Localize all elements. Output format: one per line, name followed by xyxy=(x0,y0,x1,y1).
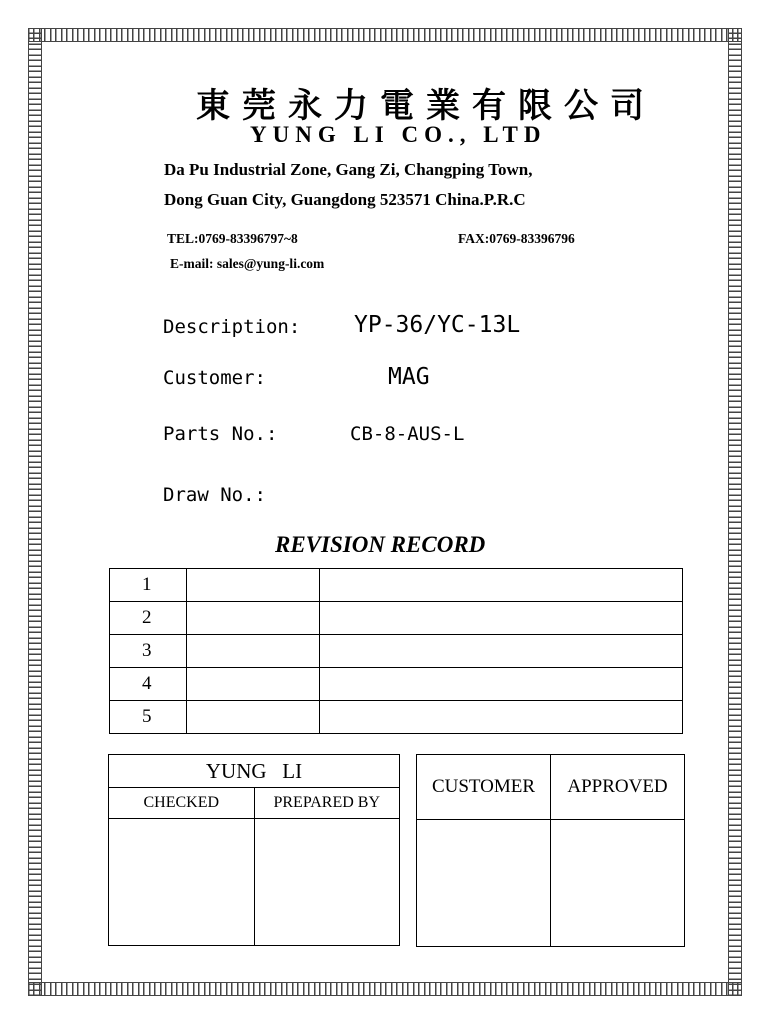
address-line-1: Da Pu Industrial Zone, Gang Zi, Changping Town, xyxy=(164,160,533,179)
table-row xyxy=(110,569,683,602)
customer-approval-table xyxy=(416,754,685,947)
checked-signature-box xyxy=(109,819,255,946)
email: E-mail: sales@yung-li.com xyxy=(170,256,325,271)
right-border-decoration xyxy=(728,28,742,996)
customer-header: CUSTOMER xyxy=(417,755,551,820)
parts-number-label: Parts No.: xyxy=(163,423,278,445)
revision-number: 2 xyxy=(110,602,187,635)
revision-cell xyxy=(187,635,320,668)
table-row xyxy=(110,635,683,668)
revision-number: 4 xyxy=(110,668,187,701)
parts-number-value: CB-8-AUS-L xyxy=(350,423,465,445)
approved-signature-box xyxy=(551,820,685,947)
fax: FAX:0769-83396796 xyxy=(458,231,575,246)
customer-signature-box xyxy=(417,820,551,947)
address-line-2: Dong Guan City, Guangdong 523571 China.P.R.C xyxy=(164,190,526,209)
revision-cell xyxy=(187,701,320,734)
table-row xyxy=(110,668,683,701)
approved-header: APPROVED xyxy=(551,755,685,820)
prepared-by-header: PREPARED BY xyxy=(254,788,400,819)
description-value: YP-36/YC-13L xyxy=(354,312,521,338)
revision-cell xyxy=(320,569,683,602)
top-border-decoration xyxy=(28,28,742,42)
description-label: Description: xyxy=(163,316,301,338)
drawing-number-label: Draw No.: xyxy=(163,484,266,506)
revision-record-title: REVISION RECORD xyxy=(275,532,486,557)
revision-cell xyxy=(320,635,683,668)
yungli-header: YUNG LI xyxy=(109,755,400,788)
revision-cell xyxy=(187,668,320,701)
checked-header: CHECKED xyxy=(109,788,255,819)
prepared-by-signature-box xyxy=(254,819,400,946)
customer-label: Customer: xyxy=(163,367,266,389)
table-row xyxy=(110,602,683,635)
revision-cell xyxy=(320,668,683,701)
revision-number: 3 xyxy=(110,635,187,668)
customer-value: MAG xyxy=(388,364,430,390)
left-border-decoration xyxy=(28,28,42,996)
revision-cell xyxy=(320,701,683,734)
revision-number: 1 xyxy=(110,569,187,602)
yungli-signoff-table xyxy=(108,754,400,946)
revision-cell xyxy=(187,602,320,635)
bottom-border-decoration xyxy=(28,982,742,996)
table-row xyxy=(110,701,683,734)
company-name-english: YUNG LI CO., LTD xyxy=(250,122,547,147)
revision-number: 5 xyxy=(110,701,187,734)
telephone: TEL:0769-83396797~8 xyxy=(167,231,298,246)
revision-cell xyxy=(187,569,320,602)
revision-cell xyxy=(320,602,683,635)
company-name-chinese: 東莞永力電業有限公司 xyxy=(196,86,656,126)
revision-record-table xyxy=(109,568,683,734)
